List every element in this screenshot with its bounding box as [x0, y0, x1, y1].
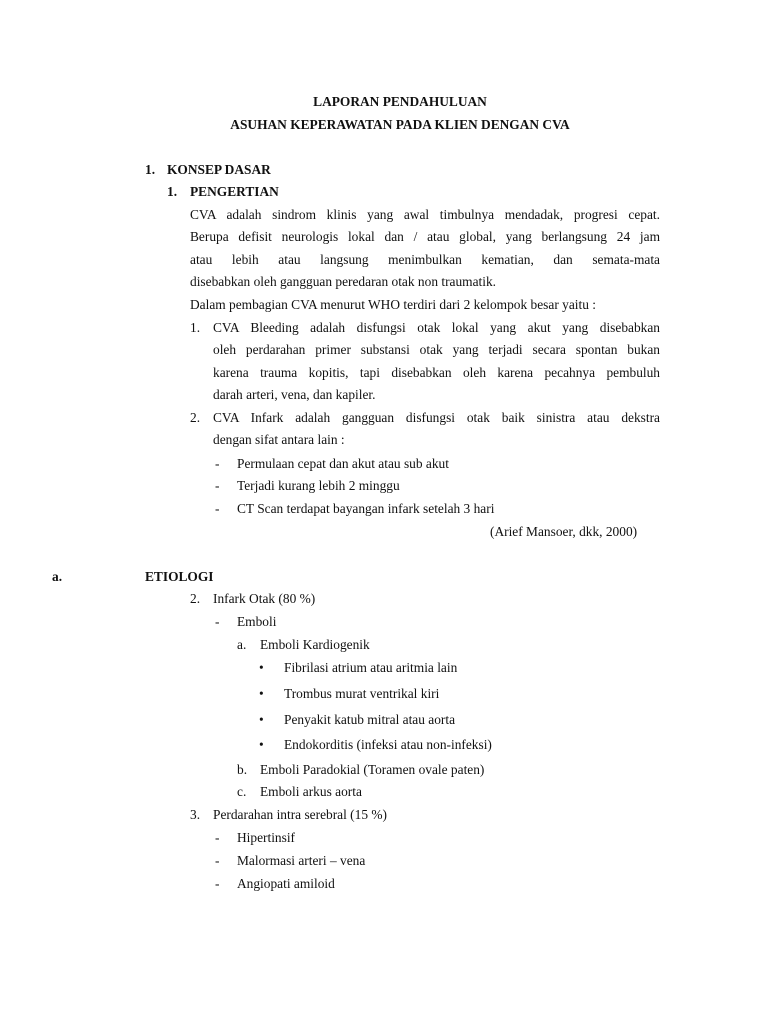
dash-item: CT Scan terdapat bayangan infark setelah 3 hari — [237, 501, 495, 516]
sub-letter: b. — [237, 762, 248, 777]
bullet-marker: • — [259, 737, 264, 752]
list-item-line: Infark Otak (80 %) — [213, 591, 316, 606]
bullet-marker: • — [259, 686, 264, 701]
list-number: 1. — [190, 320, 201, 335]
sub-letter: c. — [237, 784, 247, 799]
paragraph-line: CVA adalah sindrom klinis yang awal timbulnya mendadak, progresi cepat. — [190, 207, 660, 222]
section-heading: KONSEP DASAR — [167, 162, 271, 177]
paragraph-line: atau lebih atau langsung menimbulkan kematian, dan semata-mata — [190, 252, 660, 267]
dash-marker: - — [215, 456, 220, 471]
dash-item: Terjadi kurang lebih 2 minggu — [237, 478, 400, 493]
bullet-marker: • — [259, 660, 264, 675]
list-item-line: darah arteri, vena, dan kapiler. — [213, 387, 376, 402]
dash-item: Angiopati amiloid — [237, 876, 335, 891]
list-item-line: oleh perdarahan primer substansi otak yang terjadi secara spontan bukan — [213, 342, 660, 357]
sub-item: Emboli arkus aorta — [260, 784, 362, 799]
list-number: 2. — [190, 410, 201, 425]
title-line-1: LAPORAN PENDAHULUAN — [313, 94, 487, 109]
list-item-line: dengan sifat antara lain : — [213, 432, 345, 447]
bullet-item: Penyakit katub mitral atau aorta — [284, 712, 456, 727]
bullet-item: Endokorditis (infeksi atau non-infeksi) — [284, 737, 492, 752]
list-item-line: CVA Bleeding adalah disfungsi otak lokal yang akut yang disebabkan — [213, 320, 660, 335]
bullet-item: Trombus murat ventrikal kiri — [284, 686, 440, 701]
list-number: 2. — [190, 591, 201, 606]
bullet-marker: • — [259, 712, 264, 727]
paragraph-line: Berupa defisit neurologis lokal dan / atau global, yang berlangsung 24 jam — [190, 229, 660, 244]
section-number: 1. — [145, 162, 156, 177]
sub-item: Emboli Paradokial (Toramen ovale paten) — [260, 762, 485, 777]
subsection-number: 1. — [167, 184, 178, 199]
sub-item: Emboli Kardiogenik — [260, 637, 370, 652]
title-line-2: ASUHAN KEPERAWATAN PADA KLIEN DENGAN CVA — [230, 117, 570, 132]
bullet-item: Fibrilasi atrium atau aritmia lain — [284, 660, 458, 675]
citation: (Arief Mansoer, dkk, 2000) — [490, 524, 638, 539]
paragraph-line: Dalam pembagian CVA menurut WHO terdiri dari 2 kelompok besar yaitu : — [190, 297, 596, 312]
subsection-heading: PENGERTIAN — [190, 184, 279, 199]
dash-marker: - — [215, 853, 220, 868]
dash-marker: - — [215, 478, 220, 493]
list-number: 3. — [190, 807, 201, 822]
dash-marker: - — [215, 876, 220, 891]
dash-marker: - — [215, 830, 220, 845]
etiologi-letter: a. — [52, 569, 63, 584]
etiologi-heading: ETIOLOGI — [145, 569, 214, 584]
list-item-line: Perdarahan intra serebral (15 %) — [213, 807, 387, 822]
dash-marker: - — [215, 501, 220, 516]
list-item-line: CVA Infark adalah gangguan disfungsi otak baik sinistra atau dekstra — [213, 410, 660, 425]
dash-item: Hipertinsif — [237, 830, 296, 845]
dash-item: Malormasi arteri – vena — [237, 853, 366, 868]
dash-item: Permulaan cepat dan akut atau sub akut — [237, 456, 449, 471]
paragraph-line: disebabkan oleh gangguan peredaran otak non traumatik. — [190, 274, 497, 289]
dash-item: Emboli — [237, 614, 277, 629]
dash-marker: - — [215, 614, 220, 629]
list-item-line: karena trauma kopitis, tapi disebabkan oleh karena pecahnya pembuluh — [213, 365, 660, 380]
sub-letter: a. — [237, 637, 247, 652]
